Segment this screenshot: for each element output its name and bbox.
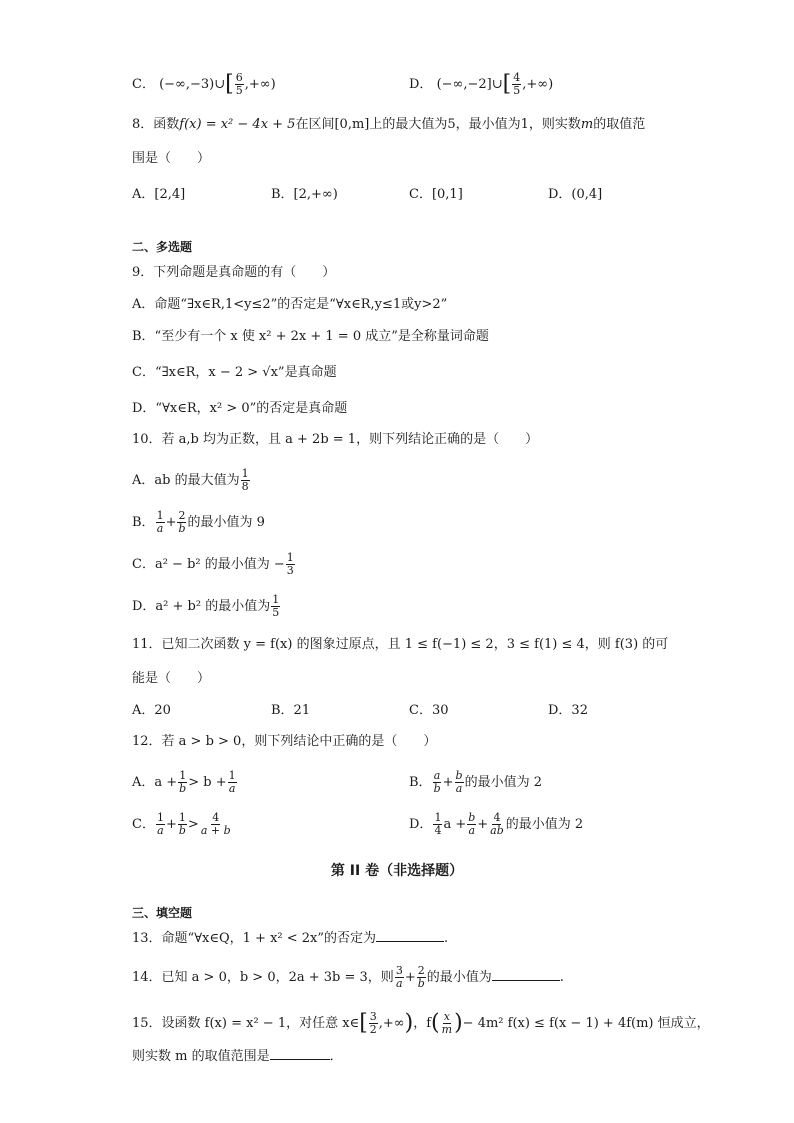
q13-stem: 13．命题“∀x∈Q，1 + x² < 2x”的否定为 . xyxy=(132,931,449,946)
q9-option-b: B．“至少有一个 x 使 x² + 2x + 1 = 0 成立”是全称量词命题 xyxy=(132,329,489,344)
fraction: $\frac{1}{b}$ xyxy=(178,811,186,837)
fraction: $\frac{b}{a}$ xyxy=(468,811,476,837)
q10-stem: 10．若 a,b 均为正数，且 a + 2b = 1，则下列结论正确的是（ ） xyxy=(132,432,539,447)
answer-blank xyxy=(376,941,444,942)
q11-option-b: B．21 xyxy=(271,703,311,718)
fraction: $\frac{1}{3}$ xyxy=(286,551,294,577)
fraction: $\frac{4}{5}$ xyxy=(513,71,521,97)
q7-option-c: C． (−∞,−3)∪[ $\frac{6}{5}$ ,+∞) xyxy=(132,71,276,97)
q8-option-d: D．(0,4] xyxy=(548,187,603,202)
q14-stem: 14．已知 a > 0，b > 0，2a + 3b = 3，则 $\frac{3}{a}$ + $\frac{2}{b}$ 的最小值为 . xyxy=(132,964,564,990)
q11-option-d: D．32 xyxy=(548,703,588,718)
q10-option-a: A．ab 的最大值为 $\frac{1}{8}$ xyxy=(132,467,249,493)
q10-option-c: C．a² − b² 的最小值为 − $\frac{1}{3}$ xyxy=(132,551,294,577)
q8-option-c: C．[0,1] xyxy=(409,187,463,202)
fraction: $\frac{1}{a}$ xyxy=(228,769,236,795)
q12-option-d: D． $\frac{1}{4}$ a + $\frac{b}{a}$ + $\frac{4}{ab}$ 的最小值为 2 xyxy=(409,811,584,837)
fraction: $\frac{1}{a}$ xyxy=(156,811,164,837)
answer-blank xyxy=(492,980,560,981)
q11-option-a: A．20 xyxy=(132,703,171,718)
q12-option-b: B． $\frac{a}{b}$ + $\frac{b}{a}$ 的最小值为 2 xyxy=(409,769,542,795)
fraction: $\frac{4}{ab}$ xyxy=(490,811,504,837)
fraction: $\frac{4}{a + b}$ xyxy=(200,811,231,837)
q8-stem-cont: 围是（ ） xyxy=(132,151,211,166)
fraction: $\frac{1}{4}$ xyxy=(434,811,442,837)
q12-option-a: A．a + $\frac{1}{b}$ > b + $\frac{1}{a}$ xyxy=(132,769,236,795)
q11-option-c: C．30 xyxy=(409,703,449,718)
fraction: $\frac{x}{m}$ xyxy=(441,1010,453,1036)
q12-stem: 12．若 a > b > 0，则下列结论中正确的是（ ） xyxy=(132,734,437,749)
fraction: $\frac{1}{5}$ xyxy=(272,593,280,619)
q11-stem: 11．已知二次函数 y = f(x) 的图象过原点，且 1 ≤ f(−1) ≤ 2，3 ≤ f(1) ≤ 4，则 f(3) 的可 xyxy=(132,637,669,652)
q11-stem-cont: 能是（ ） xyxy=(132,671,211,686)
q9-option-c: C．“∃x∈R，x − 2 > √x”是真命题 xyxy=(132,365,337,380)
q8-option-a: A．[2,4] xyxy=(132,187,186,202)
q10-option-b: B． $\frac{1}{a}$ + $\frac{2}{b}$ 的最小值为 9 xyxy=(132,509,265,535)
q9-option-a: A．命题“∃x∈R,1<y≤2”的否定是“∀x∈R,y≤1或y>2” xyxy=(132,297,448,312)
part-ii-title: 第 II 卷（非选择题） xyxy=(330,863,464,879)
fraction: $\frac{3}{a}$ xyxy=(395,964,403,990)
fraction: $\frac{3}{2}$ xyxy=(369,1010,377,1036)
q9-stem: 9．下列命题是真命题的有（ ） xyxy=(132,265,336,280)
q8-stem: 8．函数f(x) = x² − 4x + 5在区间[0,m]上的最大值为5，最小值为1，则实数m的取值范 xyxy=(132,117,646,132)
fraction: $\frac{2}{b}$ xyxy=(178,509,186,535)
q12-option-c: C． $\frac{1}{a}$ + $\frac{1}{b}$ > $\frac{4}{a + b}$ xyxy=(132,811,231,837)
q15-stem-cont: 则实数 m 的取值范围是 ． xyxy=(132,1049,343,1064)
section-heading-fill-in: 三、填空题 xyxy=(132,906,193,920)
q9-option-d: D．“∀x∈R，x² > 0”的否定是真命题 xyxy=(132,401,348,416)
answer-blank xyxy=(270,1059,330,1060)
q10-option-d: D．a² + b² 的最小值为 $\frac{1}{5}$ xyxy=(132,593,280,619)
q15-stem: 15．设函数 f(x) = x² − 1，对任意 x∈[ $\frac{3}{2}$ ,+∞)，f( $\frac{x}{m}$ )− 4m² f(x) ≤ f(x − 1) + 4f(m) 恒成立， xyxy=(132,1010,710,1036)
fraction: $\frac{a}{b}$ xyxy=(433,769,441,795)
fraction: $\frac{1}{8}$ xyxy=(241,467,249,493)
fraction: $\frac{1}{a}$ xyxy=(156,509,164,535)
fraction: $\frac{6}{5}$ xyxy=(235,71,243,97)
section-heading-multiple-choice: 二、多选题 xyxy=(132,240,193,254)
q8-option-b: B．[2,+∞) xyxy=(271,187,338,202)
fraction: $\frac{b}{a}$ xyxy=(455,769,463,795)
q7-option-d: D． (−∞,−2]∪[ $\frac{4}{5}$ ,+∞) xyxy=(409,71,554,97)
fraction: $\frac{1}{b}$ xyxy=(179,769,187,795)
fraction: $\frac{2}{b}$ xyxy=(417,964,425,990)
